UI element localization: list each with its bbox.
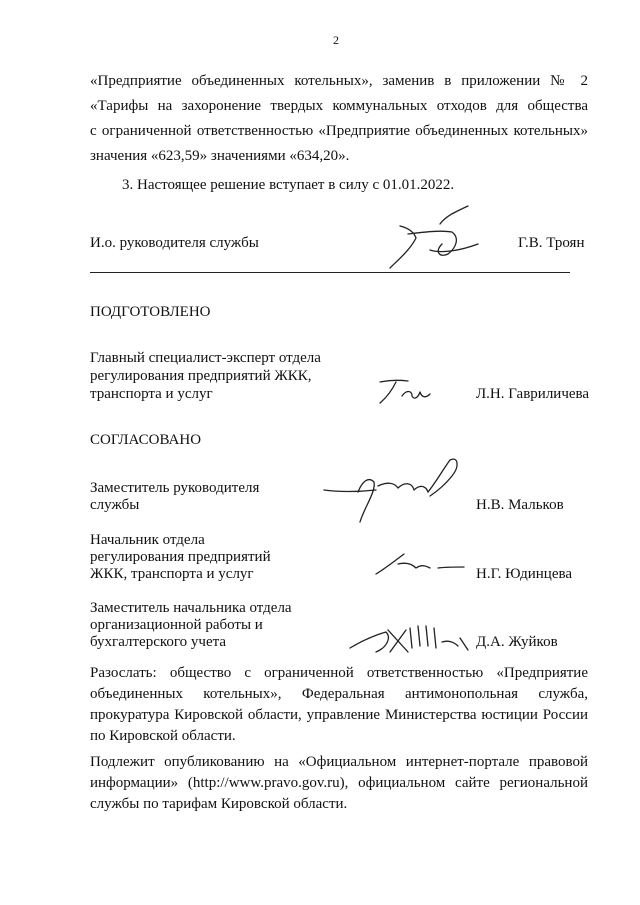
signer-2-role-line-2: регулирования предприятий [90, 549, 271, 565]
publication-line-2: информации» (http://www.pravo.gov.ru), официальном сайте региональной [90, 775, 588, 791]
signer-1-signature [318, 452, 468, 524]
signer-3-name: Д.А. Жуйков [476, 634, 558, 650]
prepared-signature [368, 376, 448, 406]
signer-3-signature [346, 616, 472, 658]
prepared-role-line-2: регулирования предприятий ЖКК, [90, 368, 312, 384]
prepared-role-line-1: Главный специалист-эксперт отдела [90, 350, 321, 366]
head-name: Г.В. Троян [518, 235, 585, 251]
distribution-line-2: объединенных котельных», Федеральная антимонопольная служба, [90, 686, 588, 702]
intro-line-4: значения «623,59» значениями «634,20». [90, 148, 350, 164]
signer-1-name: Н.В. Мальков [476, 497, 564, 513]
distribution-line-4: по Кировской области. [90, 728, 236, 744]
signer-1-role-line-1: Заместитель руководителя [90, 480, 260, 496]
intro-line-1: «Предприятие объединенных котельных», заменив в приложении № 2 [90, 73, 588, 89]
head-role: И.о. руководителя службы [90, 235, 259, 251]
page-number: 2 [333, 33, 339, 47]
signer-2-role-line-1: Начальник отдела [90, 532, 205, 548]
item-3: 3. Настоящее решение вступает в силу с 01.01.2022. [122, 177, 455, 193]
prepared-heading: ПОДГОТОВЛЕНО [90, 304, 211, 320]
signer-2-signature [372, 550, 468, 578]
publication-line-3: службы по тарифам Кировской области. [90, 796, 348, 812]
signer-3-role-line-2: организационной работы и [90, 617, 263, 633]
prepared-role-line-3: транспорта и услуг [90, 386, 213, 402]
signer-3-role-line-3: бухгалтерского учета [90, 634, 227, 650]
publication-line-1: Подлежит опубликованию на «Официальном интернет-портале правовой [90, 754, 588, 770]
distribution-line-1: Разослать: общество с ограниченной ответственностью «Предприятие [90, 665, 588, 681]
intro-line-3: с ограниченной ответственностью «Предприятие объединенных котельных» [90, 123, 588, 139]
intro-line-2: «Тарифы на захоронение твердых коммунальных отходов для общества [90, 98, 588, 114]
distribution-line-3: прокуратура Кировской области, управление Министерства юстиции России [90, 707, 588, 723]
agreed-heading: СОГЛАСОВАНО [90, 432, 202, 448]
signer-2-name: Н.Г. Юдинцева [476, 566, 573, 582]
prepared-name: Л.Н. Гавриличева [476, 386, 590, 402]
signer-2-role-line-3: ЖКК, транспорта и услуг [90, 566, 254, 582]
head-signature [370, 198, 500, 273]
signer-1-role-line-2: службы [90, 497, 140, 513]
signer-3-role-line-1: Заместитель начальника отдела [90, 600, 292, 616]
signature-rule [90, 272, 570, 273]
